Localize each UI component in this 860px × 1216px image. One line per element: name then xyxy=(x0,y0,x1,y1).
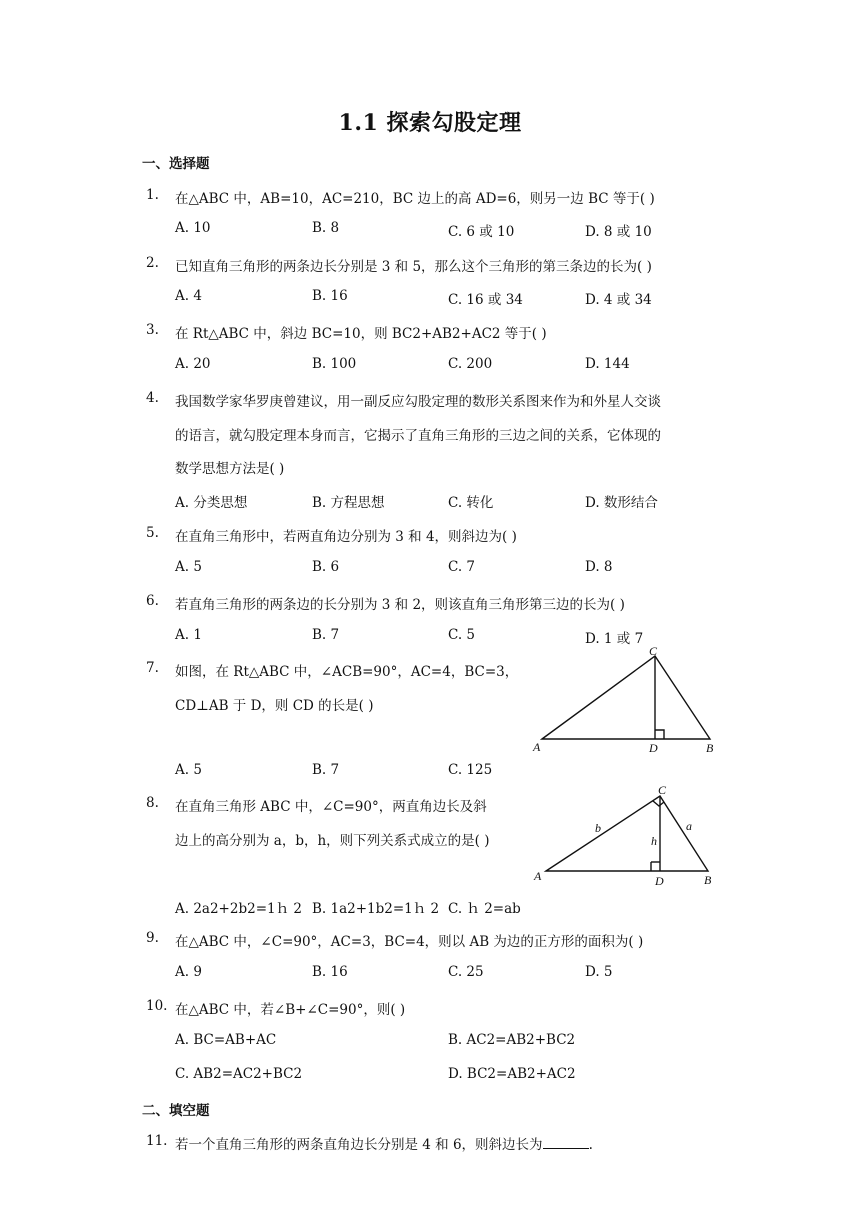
question-suffix: . xyxy=(588,1137,593,1153)
question-number: 3. xyxy=(146,322,159,338)
option-b: B. 8 xyxy=(312,220,340,236)
question-text: 若一个直角三角形的两条直角边长分别是 4 和 6，则斜边长为 xyxy=(175,1137,543,1153)
question-text: 如图，在 Rt△ABC 中，∠ACB=90°，AC=4，BC=3， xyxy=(175,664,519,680)
label-d: D xyxy=(649,741,658,755)
option-d: D. 5 xyxy=(585,964,613,980)
option-b: B. 方程思想 xyxy=(312,495,385,511)
section-heading-choice: 一、选择题 xyxy=(142,156,210,172)
question-number: 9. xyxy=(146,930,159,946)
question-text: 已知直角三角形的两条边长分别是 3 和 5，那么这个三角形的第三条边的长为( ) xyxy=(175,259,652,275)
option-c: C. 转化 xyxy=(448,495,494,511)
option-a: A. 5 xyxy=(175,559,202,575)
option-b: B. 7 xyxy=(312,627,340,643)
label-b: B xyxy=(706,741,714,755)
label-a: A xyxy=(534,869,542,883)
option-d: D. 8 或 10 xyxy=(585,224,652,240)
label-d: D xyxy=(655,874,664,888)
question-text: 在 Rt△ABC 中，斜边 BC=10，则 BC2+AB2+AC2 等于( ) xyxy=(175,326,547,342)
question-text: 在直角三角形中，若两直角边分别为 3 和 4，则斜边为( ) xyxy=(175,529,517,545)
option-c: C. 5 xyxy=(448,627,476,643)
label-side-a: a xyxy=(686,819,692,833)
option-b: B. AC2=AB2+BC2 xyxy=(448,1032,576,1048)
question-text: 边上的高分别为 a，b，h，则下列关系式成立的是( ) xyxy=(175,833,490,849)
option-c: C. ｈ 2=ab xyxy=(448,901,521,917)
option-a: A. BC=AB+AC xyxy=(175,1032,277,1048)
question-text: 在直角三角形 ABC 中，∠C=90°，两直角边长及斜 xyxy=(175,799,487,815)
figure-q8-triangle xyxy=(528,782,728,892)
figure-q7-triangle xyxy=(528,644,728,756)
option-c: C. 25 xyxy=(448,964,484,980)
question-text: 我国数学家华罗庚曾建议，用一副反应勾股定理的数形关系图来作为和外星人交谈 xyxy=(175,394,661,410)
question-number: 2. xyxy=(146,255,159,271)
question-text: 若直角三角形的两条边的长分别为 3 和 2，则该直角三角形第三边的长为( ) xyxy=(175,597,625,613)
label-c: C xyxy=(658,783,667,797)
option-b: B. 16 xyxy=(312,964,348,980)
question-number: 11. xyxy=(146,1133,168,1149)
option-a: A. 4 xyxy=(175,288,202,304)
option-c: C. AB2=AC2+BC2 xyxy=(175,1066,303,1082)
triangle-abc xyxy=(546,796,708,871)
question-number: 5. xyxy=(146,525,159,541)
question-text: 在△ABC 中，∠C=90°，AC=3，BC=4，则以 AB 为边的正方形的面积为( ) xyxy=(175,934,644,950)
option-c: C. 200 xyxy=(448,356,493,372)
question-number: 6. xyxy=(146,593,159,609)
option-b: B. 1a2+1b2=1ｈ 2 xyxy=(312,901,440,917)
label-b: B xyxy=(704,873,712,887)
question-text: 的语言，就勾股定理本身而言，它揭示了直角三角形的三边之间的关系，它体现的 xyxy=(175,428,661,444)
option-d: D. 1 或 7 xyxy=(585,631,644,647)
answer-blank xyxy=(543,1136,589,1149)
question-text: 数学思想方法是( ) xyxy=(175,461,285,477)
option-c: C. 125 xyxy=(448,762,493,778)
option-d: D. 144 xyxy=(585,356,630,372)
question-number: 10. xyxy=(146,998,168,1014)
option-a: A. 9 xyxy=(175,964,202,980)
label-a: A xyxy=(533,740,541,754)
question-text: 在△ABC 中，AB=10，AC=210，BC 边上的高 AD=6，则另一边 BC 等于( ) xyxy=(175,191,655,207)
option-a: A. 20 xyxy=(175,356,211,372)
option-d: D. 4 或 34 xyxy=(585,292,652,308)
label-side-b: b xyxy=(595,821,601,835)
option-a: A. 10 xyxy=(175,220,211,236)
question-number: 1. xyxy=(146,187,159,203)
question-text: 在△ABC 中，若∠B+∠C=90°，则( ) xyxy=(175,1002,406,1018)
question-text-row xyxy=(175,1133,593,1153)
question-number: 7. xyxy=(146,660,159,676)
option-c: C. 7 xyxy=(448,559,476,575)
option-d: D. 8 xyxy=(585,559,613,575)
option-d: D. 数形结合 xyxy=(585,495,658,511)
option-b: B. 7 xyxy=(312,762,340,778)
right-angle-mark xyxy=(655,730,664,739)
page-title: 1.1 探索勾股定理 xyxy=(338,110,522,136)
option-d: D. BC2=AB2+AC2 xyxy=(448,1066,576,1082)
label-height-h: h xyxy=(651,834,657,848)
label-c: C xyxy=(649,644,658,658)
question-number: 4. xyxy=(146,390,159,406)
section-heading-fill: 二、填空题 xyxy=(142,1103,210,1119)
option-c: C. 16 或 34 xyxy=(448,292,523,308)
option-c: C. 6 或 10 xyxy=(448,224,515,240)
option-b: B. 16 xyxy=(312,288,348,304)
option-a: A. 分类思想 xyxy=(175,495,248,511)
option-b: B. 6 xyxy=(312,559,340,575)
question-number: 8. xyxy=(146,795,159,811)
option-b: B. 100 xyxy=(312,356,357,372)
triangle-abc xyxy=(542,656,710,739)
option-a: A. 2a2+2b2=1ｈ 2 xyxy=(175,901,302,917)
option-a: A. 1 xyxy=(175,627,202,643)
right-angle-mark-c xyxy=(653,801,664,806)
option-a: A. 5 xyxy=(175,762,202,778)
question-text: CD⊥AB 于 D，则 CD 的长是( ) xyxy=(175,698,374,714)
